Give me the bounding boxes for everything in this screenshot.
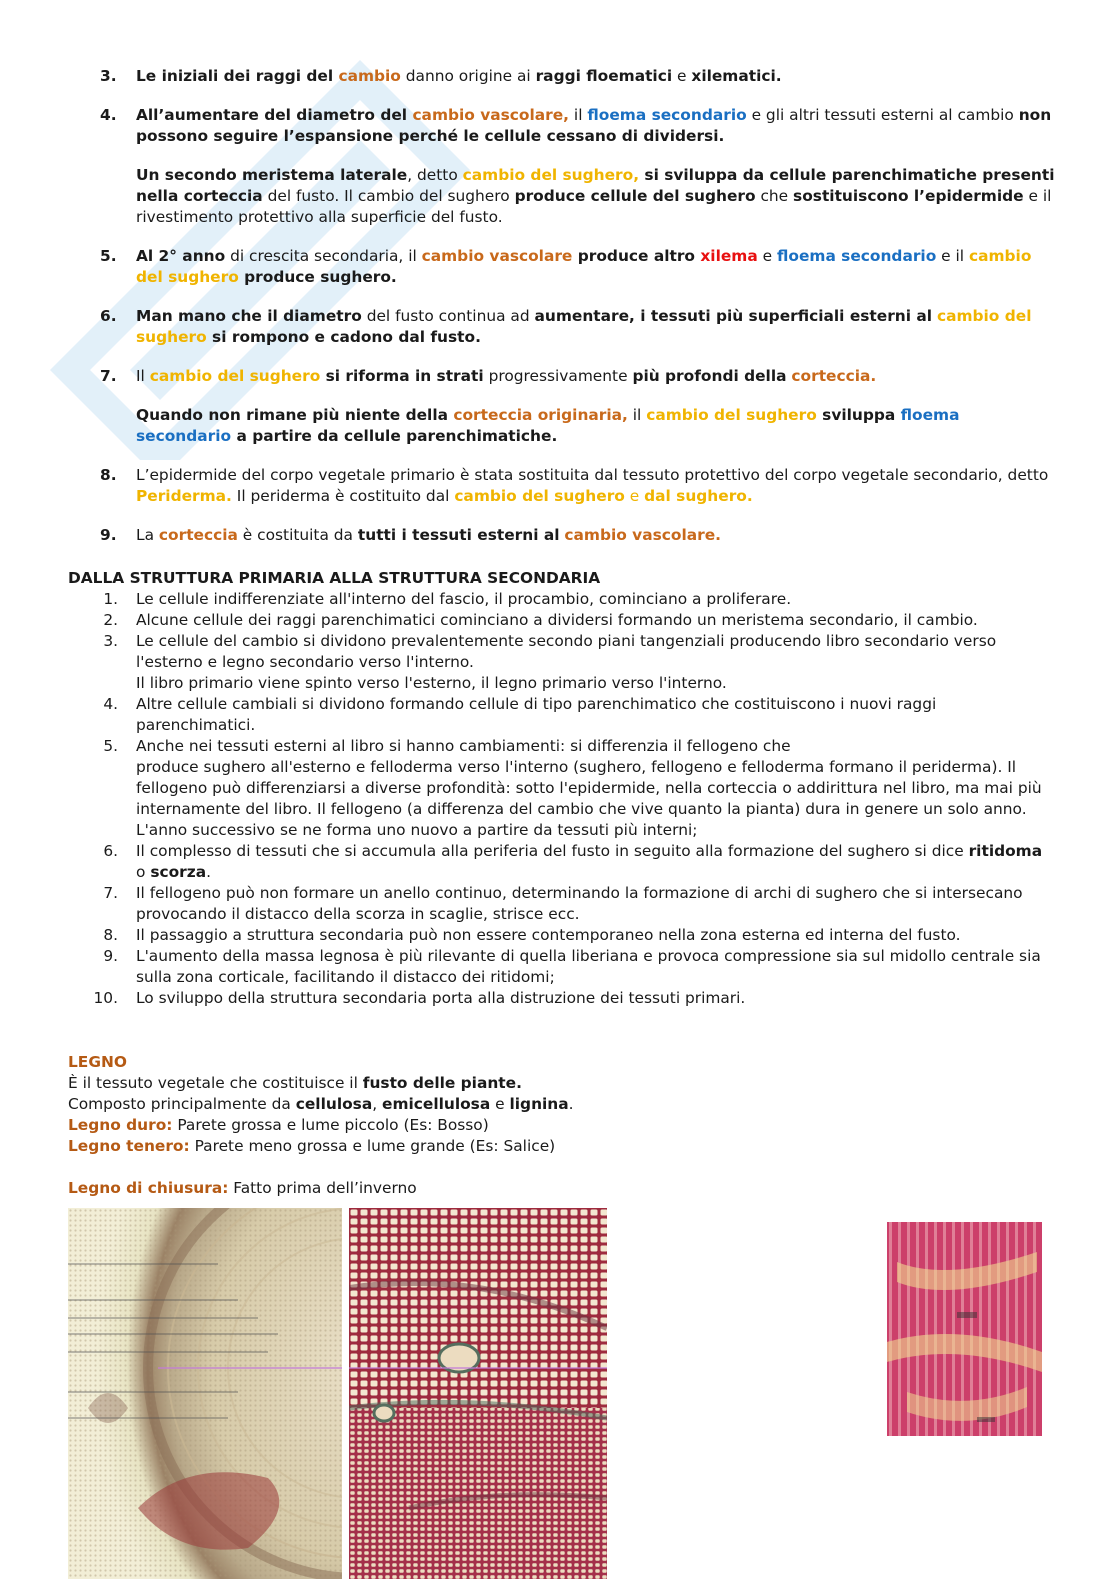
structure-list-item <box>103 589 1056 610</box>
list-item-text-run: , detto <box>407 166 463 184</box>
legno-chiusura-text: Fatto prima dell’inverno <box>228 1179 417 1197</box>
structure-list-text-run: L'aumento della massa legnosa è più rilevante di quella liberiana e provoca compressione sia sul midollo centrale sia sulla zona corticale, facilitando il distacco dei ritidomi; <box>136 947 1041 986</box>
structure-list-number: 6. <box>103 842 118 860</box>
list-item-text-run: cambio del sughero <box>136 307 1032 346</box>
list-item-text-run: di crescita secondaria, il <box>225 247 422 265</box>
list-item-text-run: cambio del sughero, <box>462 166 640 184</box>
structure-list-text-run: scorza <box>150 863 207 881</box>
list-item <box>100 246 1056 288</box>
legno-duro <box>68 1115 1058 1136</box>
legno-composition-run: lignina <box>509 1095 569 1113</box>
list-item-text-run: progressivamente <box>483 367 633 385</box>
legno-tenero-text: Parete meno grossa e lume grande (Es: Salice) <box>189 1137 556 1155</box>
list-item-text-run: che <box>755 187 794 205</box>
structure-list-text <box>136 841 1056 883</box>
list-item-paragraph <box>136 246 1056 288</box>
stem-cross-section-micrograph <box>68 1208 342 1579</box>
structure-list-text <box>136 673 1056 694</box>
legno-chiusura <box>68 1178 1058 1199</box>
list-item-text-run: non possono seguire l’espansione perché le cellule cessano di dividersi. <box>136 106 1052 145</box>
list-item-number: 9. <box>100 526 117 544</box>
structure-list-text-run: produce sughero all'esterno e felloderma verso l'interno (sughero, fellogeno e felloderma formano il periderma). Il fellogeno può differenziarsi a diverse profondità: sotto l'epidermide, nella corteccia o addirittura nel libro, ma mai più internamente del libro. Il fellogeno (a differenza del cambio che vive quanto la pianta) dura in genere un solo anno. L'anno successivo se ne forma uno nuovo a partire da tessuti più interni; <box>136 758 1042 839</box>
structure-list-text <box>136 988 1056 1009</box>
legno-duro-label: Legno duro: <box>68 1116 173 1134</box>
list-item-text-run: floema secondario <box>776 247 937 265</box>
list-item-paragraph <box>136 465 1056 507</box>
list-item-number: 5. <box>100 247 117 265</box>
list-item-number: 7. <box>100 367 117 385</box>
list-item-paragraph <box>136 66 1056 87</box>
list-item <box>100 105 1056 228</box>
structure-list-text-run: o <box>136 863 151 881</box>
list-item-text-run: floema secondario <box>587 106 747 124</box>
list-item <box>100 525 1056 546</box>
list-item-text-run: cambio vascolare, <box>412 106 570 124</box>
list-item-number: 4. <box>100 106 117 124</box>
list-item-text-run: Quando non rimane più niente della <box>136 406 454 424</box>
list-item-text-run: del fusto. Il cambio del sughero <box>262 187 515 205</box>
list-item-paragraph <box>136 366 1056 387</box>
list-item-paragraph <box>136 165 1056 228</box>
structure-list-number: 8. <box>103 926 118 944</box>
list-item-text-run: corteccia originaria, <box>453 406 628 424</box>
list-item-text-run: dal sughero. <box>644 487 753 505</box>
list-item-text-run: aumentare, i tessuti più superficiali esterni al <box>534 307 933 325</box>
structure-list-text-run: Il passaggio a struttura secondaria può non essere contemporaneo nella zona esterna ed interna del fusto. <box>136 926 961 944</box>
structure-list-text <box>136 694 1056 736</box>
legno-composition-run: cellulosa <box>295 1095 373 1113</box>
structure-list-text-run: Il libro primario viene spinto verso l'esterno, il legno primario verso l'interno. <box>136 674 727 692</box>
legno-definition <box>68 1073 1058 1094</box>
structure-list-text <box>136 925 1056 946</box>
list-item-text-run: corteccia. <box>791 367 877 385</box>
structure-list-text-run: Anche nei tessuti esterni al libro si hanno cambiamenti: si differenzia il fellogeno che <box>136 737 791 755</box>
list-item-text-run: cambio del sughero <box>149 367 321 385</box>
structure-list-text <box>136 631 1056 673</box>
list-item-paragraph <box>136 306 1056 348</box>
list-item-text-run: e <box>757 247 777 265</box>
list-item-text-run: Al 2° anno <box>136 247 226 265</box>
structure-list-item <box>103 946 1056 988</box>
legno-tenero-label: Legno tenero: <box>68 1137 190 1155</box>
list-item-text-run: floema secondario <box>136 406 960 445</box>
structure-list-item <box>103 925 1056 946</box>
list-item-number: 3. <box>100 67 117 85</box>
legno-tenero <box>68 1136 1058 1157</box>
structure-list-number: 4. <box>103 695 118 713</box>
list-item-text-run: L’epidermide del corpo vegetale primario è stata sostituita dal tessuto protettivo del corpo vegetale secondario, detto <box>136 466 1049 484</box>
list-item-text-run: La <box>136 526 159 544</box>
structure-list-item <box>103 736 1056 841</box>
legno-definition-run: È il tessuto vegetale che costituisce il <box>68 1074 363 1092</box>
list-item-paragraph <box>136 525 1056 546</box>
structure-list-number: 3. <box>103 632 118 650</box>
structure-list-number: 10. <box>93 989 118 1007</box>
list-item-text-run: All’aumentare del diametro del <box>136 106 413 124</box>
list-item-number: 8. <box>100 466 117 484</box>
structure-list-text-run: Alcune cellule dei raggi parenchimatici cominciano a dividersi formando un meristema secondario, il cambio. <box>136 611 978 629</box>
structure-list-text-run: Il fellogeno può non formare un anello continuo, determinando la formazione di archi di sughero che si intersecano provocando il distacco della scorza in scaglie, strisce ecc. <box>136 884 1023 923</box>
list-item <box>100 366 1056 447</box>
structure-list-text-run: Lo sviluppo della struttura secondaria porta alla distruzione dei tessuti primari. <box>136 989 746 1007</box>
structure-list-text-run: Le cellule indifferenziate all'interno del fascio, il procambio, cominciano a proliferare. <box>136 590 792 608</box>
structure-list-item <box>103 883 1056 925</box>
list-item-text-run: e <box>624 487 645 505</box>
structure-list-text-run: Le cellule del cambio si dividono prevalentemente secondo piani tangenziali producendo libro secondario verso l'esterno e legno secondario verso l'interno. <box>136 632 997 671</box>
list-item-text-run: a partire da cellule parenchimatiche. <box>231 427 558 445</box>
numbered-list-main <box>100 66 1056 564</box>
structure-list-item <box>103 610 1056 631</box>
list-item-text-run: tutti i tessuti esterni al <box>357 526 560 544</box>
list-item <box>100 465 1056 507</box>
structure-list-text-run: Il complesso di tessuti che si accumula alla periferia del fusto in seguito alla formazione del sughero si dice <box>136 842 969 860</box>
list-item-text-run: e <box>672 67 692 85</box>
list-item-text-run: più profondi della <box>632 367 787 385</box>
list-item-text-run: cambio vascolare. <box>564 526 721 544</box>
list-item-text-run: cambio del sughero <box>454 487 625 505</box>
list-item-text-run: il <box>569 106 588 124</box>
list-item-text-run: Il periderma è costituito dal <box>231 487 455 505</box>
list-item-text-run: si riforma in strati <box>320 367 484 385</box>
structure-list-number: 7. <box>103 884 118 902</box>
structure-list-text-run: ritidoma <box>968 842 1043 860</box>
list-item-text-run: si sviluppa da cellule parenchimatiche presenti nella corteccia <box>136 166 1055 205</box>
structure-list-number: 9. <box>103 947 118 965</box>
list-item-text-run: Man mano che il diametro <box>136 307 362 325</box>
structure-list-text-run: Altre cellule cambiali si dividono formando cellule di tipo parenchimatico che costituiscono i nuovi raggi parenchimatici. <box>136 695 937 734</box>
list-item-text-run: e il <box>936 247 969 265</box>
list-item-paragraph <box>136 105 1056 147</box>
list-item-text-run: produce cellule del sughero <box>514 187 756 205</box>
legno-composition-run: , <box>372 1095 383 1113</box>
wood-cells-micrograph <box>349 1208 607 1579</box>
list-item-text-run: danno origine ai <box>400 67 536 85</box>
list-item-text-run: sostituiscono l’epidermide <box>793 187 1024 205</box>
legno-chiusura-label: Legno di chiusura: <box>68 1179 229 1197</box>
structure-list-number: 2. <box>103 611 118 629</box>
list-item-text-run: Periderma. <box>136 487 232 505</box>
legno-title: LEGNO <box>68 1053 127 1071</box>
legno-composition <box>68 1094 1058 1115</box>
structure-list-item <box>103 841 1056 883</box>
structure-list-text-run: . <box>206 863 212 881</box>
legno-section <box>68 1052 1058 1199</box>
list-item-text-run: Le iniziali dei raggi del <box>136 67 339 85</box>
structure-list-item <box>103 694 1056 736</box>
list-item-number: 6. <box>100 307 117 325</box>
numbered-list-structure <box>93 589 1056 1009</box>
list-item-text-run: e gli altri tessuti esterni al cambio <box>746 106 1019 124</box>
structure-list-number: 5. <box>103 737 118 755</box>
list-item-text-run: Un secondo meristema laterale <box>136 166 408 184</box>
list-item-text-run: si rompono e cadono dal fusto. <box>206 328 481 346</box>
structure-list-text <box>136 946 1056 988</box>
legno-composition-run: . <box>568 1095 574 1113</box>
list-item-text-run: raggi floematici <box>535 67 673 85</box>
list-item <box>100 66 1056 87</box>
legno-composition-run: emicellulosa <box>382 1095 491 1113</box>
list-item-text-run: sviluppa <box>816 406 901 424</box>
legno-composition-run: e <box>490 1095 510 1113</box>
list-item-text-run: è costituita da <box>237 526 358 544</box>
list-item-text-run: e il rivestimento protettivo alla superficie del fusto. <box>136 187 1052 226</box>
structure-list-text <box>136 757 1056 841</box>
structure-list-text <box>136 736 1056 757</box>
list-item-text-run: il <box>627 406 647 424</box>
list-item-text-run: cambio del sughero <box>646 406 817 424</box>
list-item-text-run: corteccia <box>158 526 238 544</box>
list-item-text-run: xilema <box>700 247 758 265</box>
structure-list-item <box>103 631 1056 694</box>
structure-list-text <box>136 610 1056 631</box>
legno-definition-run: fusto delle piante. <box>362 1074 522 1092</box>
list-item-text-run: cambio <box>338 67 401 85</box>
list-item-text-run: xilematici. <box>691 67 782 85</box>
list-item <box>100 306 1056 348</box>
legno-duro-text: Parete grossa e lume piccolo (Es: Bosso) <box>172 1116 489 1134</box>
structure-list-text <box>136 589 1056 610</box>
section-heading-primaria-secondaria: DALLA STRUTTURA PRIMARIA ALLA STRUTTURA SECONDARIA <box>68 569 601 587</box>
list-item-text-run: produce sughero. <box>238 268 397 286</box>
list-item-text-run: cambio del sughero <box>136 247 1032 286</box>
structure-list-item <box>93 988 1056 1009</box>
structure-list-number: 1. <box>103 590 118 608</box>
list-item-paragraph <box>136 405 1056 447</box>
wood-longitudinal-micrograph <box>887 1222 1042 1436</box>
list-item-text-run: del fusto continua ad <box>361 307 535 325</box>
legno-composition-run: Composto principalmente da <box>68 1095 296 1113</box>
list-item-text-run: Il <box>136 367 150 385</box>
list-item-text-run: cambio vascolare <box>421 247 573 265</box>
list-item-text-run: produce altro <box>572 247 701 265</box>
structure-list-text <box>136 883 1056 925</box>
